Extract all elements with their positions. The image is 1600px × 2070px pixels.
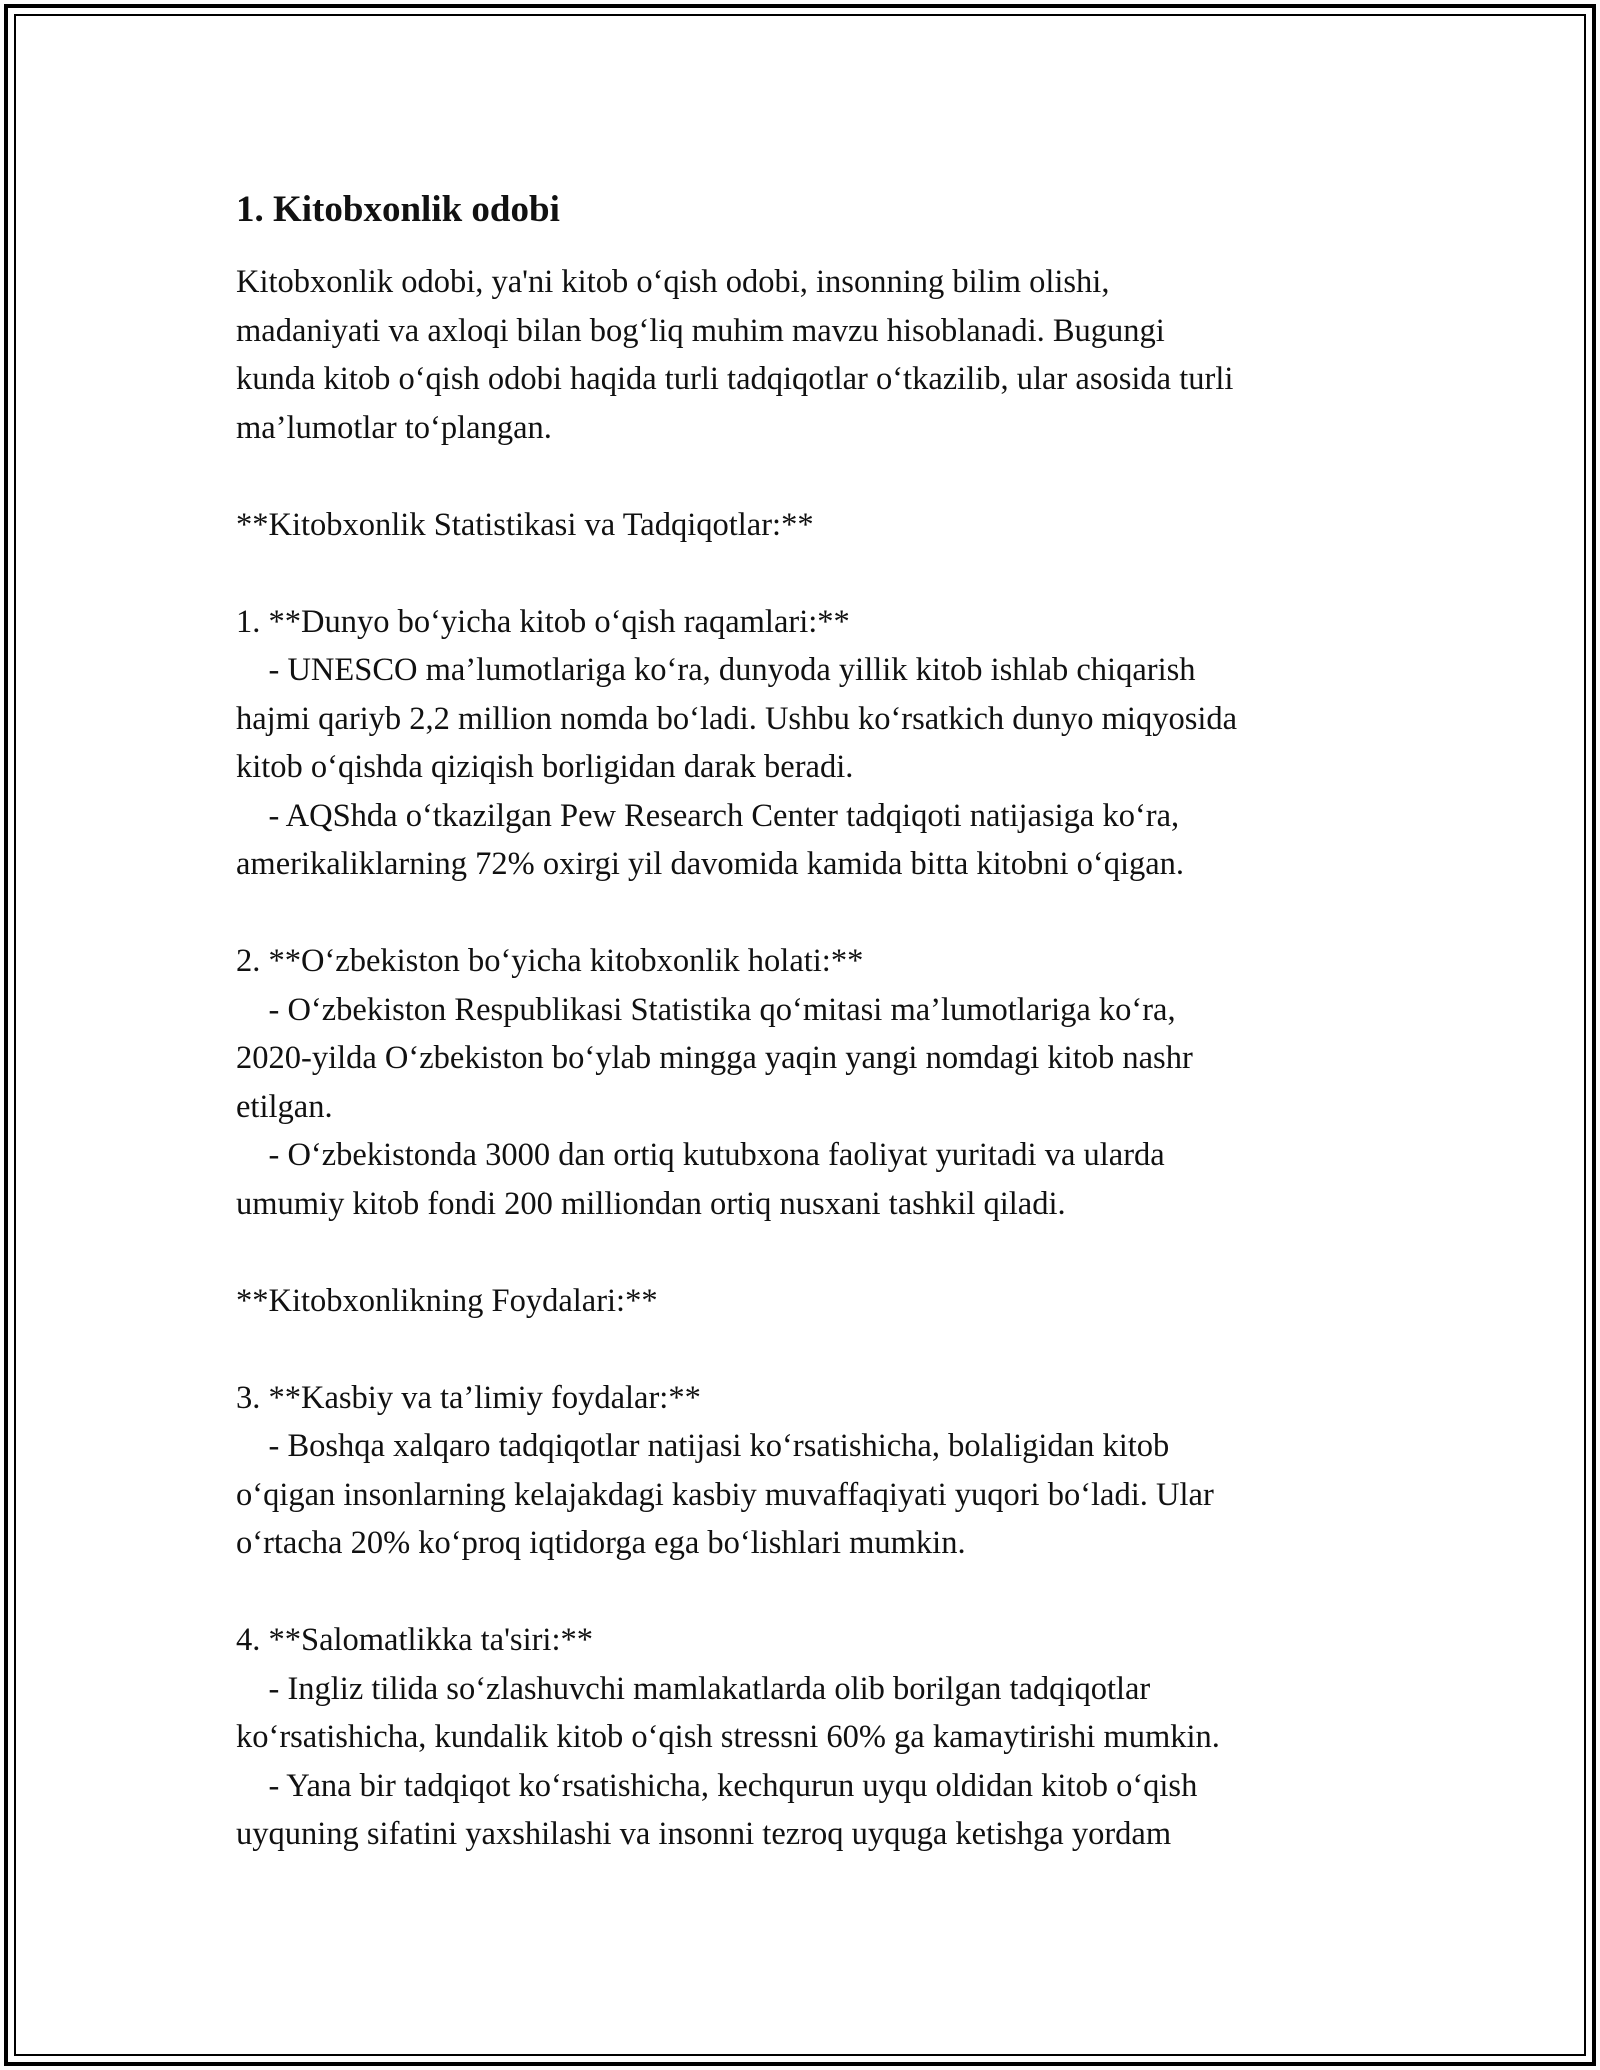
text-line: 1. **Dunyo bo‘yicha kitob o‘qish raqamlari:** [236,603,850,640]
text-line: umumiy kitob fondi 200 milliondan ortiq nusxani tashkil qiladi. [236,1185,1066,1222]
text-line: - Ingliz tilida so‘zlashuvchi mamlakatlarda olib borilgan tadqiqotlar [236,1670,1151,1707]
section-heading: 1. Kitobxonlik odobi [236,189,560,230]
text-line: - AQShda o‘tkazilgan Pew Research Center tadqiqoti natijasiga ko‘ra, [236,797,1180,834]
text-line: ma’lumotlar to‘plangan. [236,409,552,446]
text-line: kitob o‘qishda qiziqish borligidan darak beradi. [236,749,854,785]
document-body [236,186,1396,1859]
text-line: 2. **O‘zbekiston bo‘yicha kitobxonlik holati:** [236,943,864,979]
text-line: 3. **Kasbiy va ta’limiy foydalar:** [236,1379,701,1416]
blank-line [236,1325,1396,1374]
text-line: etilgan. [236,1088,333,1125]
text-line: hajmi qariyb 2,2 million nomda bo‘ladi. Ushbu ko‘rsatkich dunyo miqyosida [236,700,1238,737]
text-line: 2020-yilda O‘zbekiston bo‘ylab mingga yaqin yangi nomdagi kitob nashr [236,1040,1193,1076]
text-line: amerikaliklarning 72% oxirgi yil davomida kamida bitta kitobni o‘qigan. [236,846,1185,882]
text-line: - Boshqa xalqaro tadqiqotlar natijasi ko‘rsatishicha, bolaligidan kitob [236,1428,1170,1464]
blank-line [236,452,1396,501]
text-line: ko‘rsatishicha, kundalik kitob o‘qish stressni 60% ga kamaytirishi mumkin. [236,1719,1220,1755]
text-line: **Kitobxonlik Statistikasi va Tadqiqotlar:** [236,506,814,543]
blank-line [236,889,1396,938]
text-line: - O‘zbekiston Respublikasi Statistika qo‘mitasi ma’lumotlariga ko‘ra, [236,991,1176,1028]
blank-line [236,549,1396,598]
blank-line [236,1568,1396,1617]
text-line: - O‘zbekistonda 3000 dan ortiq kutubxona faoliyat yuritadi va ularda [236,1137,1165,1173]
text-line: madaniyati va axloqi bilan bog‘liq muhim mavzu hisoblanadi. Bugungi [236,312,1165,349]
blank-line [236,1228,1396,1277]
text-line: - Yana bir tadqiqot ko‘rsatishicha, kechqurun uyqu oldidan kitob o‘qish [236,1767,1198,1804]
text-line: - UNESCO ma’lumotlariga ko‘ra, dunyoda yillik kitob ishlab chiqarish [236,652,1196,688]
text-lines [236,258,1396,1859]
text-line: 4. **Salomatlikka ta'siri:** [236,1622,593,1658]
text-line: kunda kitob o‘qish odobi haqida turli tadqiqotlar o‘tkazilib, ular asosida turli [236,361,1234,397]
text-line: **Kitobxonlikning Foydalari:** [236,1282,658,1319]
text-line: o‘qigan insonlarning kelajakdagi kasbiy muvaffaqiyati yuqori bo‘ladi. Ular [236,1476,1214,1513]
text-line: uyquning sifatini yaxshilashi va insonni tezroq uyquga ketishga yordam [236,1816,1172,1852]
text-line: Kitobxonlik odobi, ya'ni kitob o‘qish odobi, insonning bilim olishi, [236,264,1110,300]
text-line: o‘rtacha 20% ko‘proq iqtidorga ega bo‘lishlari mumkin. [236,1525,966,1561]
